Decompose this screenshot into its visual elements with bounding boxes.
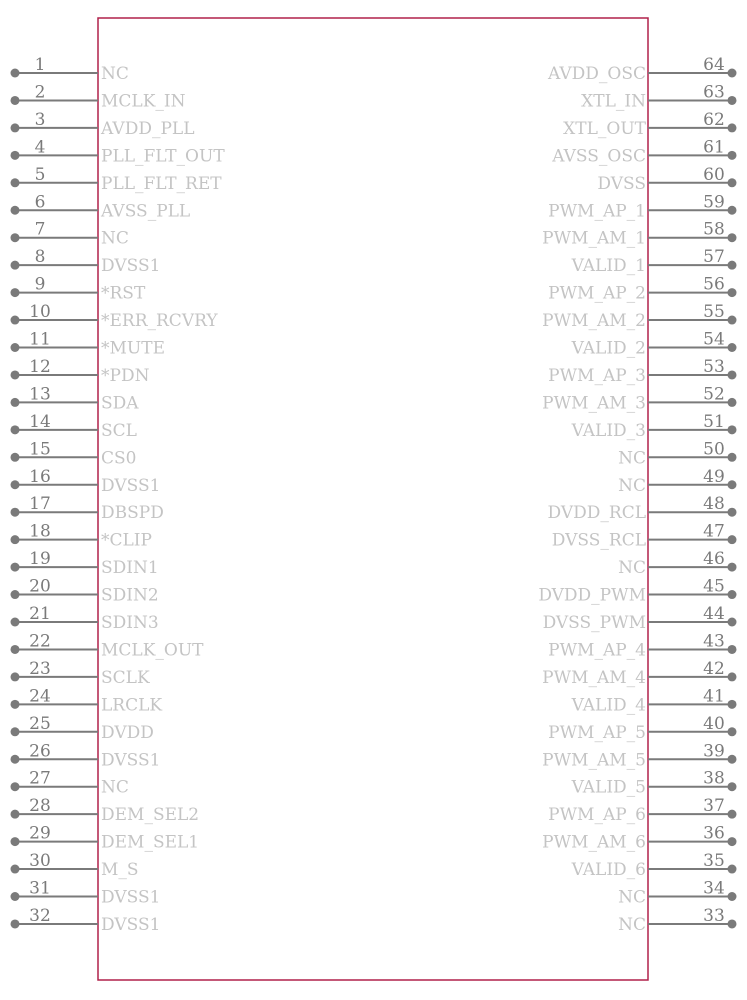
pin-name: DVSS1 xyxy=(101,914,161,935)
pin-endpoint-dot xyxy=(11,837,20,846)
pin-endpoint-dot xyxy=(11,178,20,187)
pin-name: DVSS1 xyxy=(101,750,161,771)
pin-name: DEM_SEL2 xyxy=(101,805,200,826)
pin-number: 19 xyxy=(29,549,51,570)
pin-name: SCL xyxy=(101,420,137,441)
pin-number: 34 xyxy=(703,878,725,899)
pin-endpoint-dot xyxy=(11,261,20,270)
pin-endpoint-dot xyxy=(11,151,20,160)
pin-number: 27 xyxy=(29,768,51,789)
pin-endpoint-dot xyxy=(728,672,737,681)
pin-endpoint-dot xyxy=(728,69,737,78)
pin-63 xyxy=(581,82,736,111)
pin-19 xyxy=(11,549,159,578)
pin-endpoint-dot xyxy=(11,343,20,352)
pin-number: 36 xyxy=(703,823,725,844)
pin-name: DVSS_RCL xyxy=(551,530,646,551)
pin-endpoint-dot xyxy=(728,398,737,407)
pin-number: 6 xyxy=(34,192,46,213)
pin-name: CS0 xyxy=(101,448,137,469)
pin-endpoint-dot xyxy=(11,69,20,78)
pin-endpoint-dot xyxy=(728,316,737,325)
pin-number: 9 xyxy=(34,274,46,295)
pin-number: 11 xyxy=(29,329,51,350)
pin-name: DBSPD xyxy=(101,503,164,524)
pin-endpoint-dot xyxy=(11,892,20,901)
pin-endpoint-dot xyxy=(728,480,737,489)
pin-name: MCLK_OUT xyxy=(101,640,204,661)
pin-number: 40 xyxy=(703,713,725,734)
pin-endpoint-dot xyxy=(728,343,737,352)
pin-name: DVSS1 xyxy=(101,887,161,908)
pin-number: 24 xyxy=(29,686,51,707)
pin-number: 43 xyxy=(703,631,725,652)
pin-endpoint-dot xyxy=(728,508,737,517)
pin-32 xyxy=(11,906,161,935)
pin-name: XTL_OUT xyxy=(563,118,646,139)
pin-name: PLL_FLT_OUT xyxy=(101,146,225,167)
pin-name: SDIN3 xyxy=(101,613,159,633)
pin-58 xyxy=(542,220,736,249)
pin-name: LRCLK xyxy=(101,695,163,716)
pin-endpoint-dot xyxy=(11,727,20,736)
pin-number: 46 xyxy=(703,549,725,570)
pin-name: XTL_IN xyxy=(581,91,646,112)
pin-17 xyxy=(11,494,164,523)
pin-endpoint-dot xyxy=(11,96,20,105)
pin-endpoint-dot xyxy=(11,535,20,544)
pin-52 xyxy=(542,384,736,413)
pin-name: *ERR_RCVRY xyxy=(101,311,218,332)
pin-3 xyxy=(11,110,195,139)
pin-name: MCLK_IN xyxy=(101,91,186,112)
pin-name: DVSS_PWM xyxy=(542,613,646,633)
pin-number: 55 xyxy=(703,302,725,323)
pin-number: 5 xyxy=(34,164,46,185)
pin-number: 1 xyxy=(34,55,46,75)
pin-number: 54 xyxy=(703,329,725,350)
pin-number: 44 xyxy=(703,604,725,624)
pin-45 xyxy=(538,577,736,606)
pin-name: DVDD xyxy=(101,722,154,743)
pin-34 xyxy=(618,879,736,908)
pin-name: NC xyxy=(101,228,129,249)
pin-endpoint-dot xyxy=(728,151,737,160)
pin-name: DEM_SEL1 xyxy=(101,832,200,853)
pin-endpoint-dot xyxy=(728,865,737,874)
pin-33 xyxy=(618,906,736,935)
pin-endpoint-dot xyxy=(11,618,20,627)
pin-number: 49 xyxy=(703,466,725,487)
pin-46 xyxy=(618,549,736,578)
pin-name: *CLIP xyxy=(101,530,152,551)
pin-number: 53 xyxy=(703,356,725,377)
pin-name: NC xyxy=(618,887,646,908)
pin-endpoint-dot xyxy=(11,919,20,928)
pin-endpoint-dot xyxy=(11,755,20,764)
pin-number: 62 xyxy=(703,109,725,130)
pin-number: 37 xyxy=(703,796,725,817)
pin-47 xyxy=(552,522,737,551)
pin-6 xyxy=(11,192,191,221)
pin-endpoint-dot xyxy=(728,233,737,242)
pin-endpoint-dot xyxy=(728,700,737,709)
pin-41 xyxy=(571,686,737,715)
pin-number: 57 xyxy=(703,247,725,268)
pin-51 xyxy=(571,412,737,441)
pin-61 xyxy=(551,137,736,166)
pin-name: VALID_6 xyxy=(571,860,646,881)
pin-number: 16 xyxy=(29,466,51,487)
pin-name: PWM_AM_2 xyxy=(542,311,646,332)
pin-name: DVSS xyxy=(597,173,646,194)
pin-endpoint-dot xyxy=(11,810,20,819)
pin-endpoint-dot xyxy=(11,398,20,407)
pin-name: DVSS1 xyxy=(101,256,161,277)
pin-number: 63 xyxy=(703,82,725,103)
pin-name: *MUTE xyxy=(101,338,165,359)
pin-endpoint-dot xyxy=(728,535,737,544)
pin-name: NC xyxy=(618,475,646,496)
pin-endpoint-dot xyxy=(728,288,737,297)
pin-endpoint-dot xyxy=(728,755,737,764)
pin-26 xyxy=(11,741,161,770)
pin-name: M_S xyxy=(101,860,139,881)
pin-39 xyxy=(542,741,736,770)
pin-name: *RST xyxy=(101,283,146,304)
pin-number: 47 xyxy=(703,521,725,542)
pin-endpoint-dot xyxy=(728,618,737,627)
pin-number: 17 xyxy=(29,494,51,515)
pin-endpoint-dot xyxy=(11,233,20,242)
pin-name: PLL_FLT_RET xyxy=(101,173,222,194)
pin-number: 30 xyxy=(29,851,51,872)
pin-name: PWM_AM_4 xyxy=(542,667,646,688)
pin-name: VALID_1 xyxy=(571,256,646,277)
pin-endpoint-dot xyxy=(728,782,737,791)
pin-name: SDIN1 xyxy=(101,558,159,579)
pin-endpoint-dot xyxy=(728,919,737,928)
pin-number: 52 xyxy=(703,384,725,405)
pin-endpoint-dot xyxy=(11,782,20,791)
pin-number: 22 xyxy=(29,631,51,652)
pin-endpoint-dot xyxy=(11,563,20,572)
pin-37 xyxy=(548,796,736,825)
pin-name: AVDD_PLL xyxy=(101,118,195,139)
pin-number: 56 xyxy=(703,274,725,295)
pin-name: PWM_AM_1 xyxy=(542,228,646,249)
pin-number: 50 xyxy=(703,439,725,460)
pin-endpoint-dot xyxy=(11,370,20,379)
pin-name: NC xyxy=(101,777,129,798)
pin-number: 42 xyxy=(703,658,725,679)
pin-18 xyxy=(11,522,152,551)
pin-12 xyxy=(11,357,150,386)
pin-name: DVDD_RCL xyxy=(547,503,646,524)
pin-endpoint-dot xyxy=(11,480,20,489)
pin-22 xyxy=(11,631,205,660)
pin-number: 18 xyxy=(29,521,51,542)
pin-56 xyxy=(548,275,736,304)
pin-number: 28 xyxy=(29,796,51,817)
pin-name: *PDN xyxy=(101,365,150,386)
pin-name: PWM_AP_1 xyxy=(548,201,646,222)
pin-number: 2 xyxy=(34,82,46,103)
pin-number: 20 xyxy=(29,576,51,597)
pin-53 xyxy=(548,357,736,386)
pin-10 xyxy=(11,302,219,331)
pin-14 xyxy=(11,412,137,441)
pin-number: 51 xyxy=(703,411,725,432)
pin-endpoint-dot xyxy=(728,261,737,270)
pin-name: AVSS_OSC xyxy=(552,146,646,167)
pin-4 xyxy=(11,137,226,166)
pin-endpoint-dot xyxy=(11,453,20,462)
pin-35 xyxy=(571,851,737,880)
pin-number: 15 xyxy=(29,439,51,460)
pin-name: PWM_AP_4 xyxy=(548,640,646,661)
pin-11 xyxy=(11,330,165,359)
pin-54 xyxy=(571,330,737,359)
pin-name: VALID_3 xyxy=(571,420,646,441)
pin-43 xyxy=(548,631,736,660)
pin-name: SCLK xyxy=(101,667,150,688)
pin-number: 60 xyxy=(703,164,725,185)
right-pin-group xyxy=(538,55,736,935)
pin-endpoint-dot xyxy=(11,425,20,434)
pin-60 xyxy=(597,165,736,194)
pin-endpoint-dot xyxy=(11,508,20,517)
pin-30 xyxy=(11,851,139,880)
pin-number: 59 xyxy=(703,192,725,213)
pin-number: 13 xyxy=(29,384,51,405)
pin-name: AVSS_PLL xyxy=(101,201,191,222)
pin-number: 25 xyxy=(29,713,51,734)
pin-62 xyxy=(563,110,736,139)
pin-number: 23 xyxy=(29,658,51,679)
pin-endpoint-dot xyxy=(728,645,737,654)
pin-endpoint-dot xyxy=(11,590,20,599)
pin-endpoint-dot xyxy=(11,123,20,132)
pin-50 xyxy=(618,439,736,468)
pin-8 xyxy=(11,247,161,276)
pin-name: PWM_AP_2 xyxy=(548,283,646,304)
pin-name: DVSS1 xyxy=(101,475,161,496)
pin-number: 32 xyxy=(29,905,51,926)
pin-64 xyxy=(547,55,737,84)
pin-1 xyxy=(11,55,129,84)
pin-endpoint-dot xyxy=(11,865,20,874)
pin-endpoint-dot xyxy=(728,370,737,379)
pin-number: 3 xyxy=(34,109,46,130)
pin-number: 12 xyxy=(29,356,51,377)
pin-number: 48 xyxy=(703,494,725,515)
pin-25 xyxy=(11,714,154,743)
pin-name: VALID_4 xyxy=(571,695,646,716)
pin-endpoint-dot xyxy=(728,837,737,846)
pin-21 xyxy=(11,604,159,633)
pin-number: 21 xyxy=(29,604,51,624)
pin-20 xyxy=(11,577,159,606)
pin-16 xyxy=(11,467,161,496)
pin-57 xyxy=(571,247,737,276)
pin-number: 10 xyxy=(29,302,51,323)
pin-endpoint-dot xyxy=(11,645,20,654)
pin-number: 41 xyxy=(703,686,725,707)
pin-48 xyxy=(548,494,737,523)
pin-44 xyxy=(543,604,737,633)
pin-endpoint-dot xyxy=(728,425,737,434)
pin-23 xyxy=(11,659,150,688)
pin-endpoint-dot xyxy=(728,590,737,599)
pin-number: 29 xyxy=(29,823,51,844)
pin-number: 39 xyxy=(703,741,725,762)
pin-name: NC xyxy=(618,914,646,935)
pin-9 xyxy=(11,275,146,304)
pin-endpoint-dot xyxy=(728,892,737,901)
pin-number: 38 xyxy=(703,768,725,789)
pin-name: DVDD_PWM xyxy=(538,585,646,606)
pin-number: 26 xyxy=(29,741,51,762)
pin-38 xyxy=(571,769,737,798)
pin-endpoint-dot xyxy=(728,178,737,187)
pin-endpoint-dot xyxy=(11,288,20,297)
pin-name: VALID_5 xyxy=(571,777,646,798)
pin-28 xyxy=(11,796,200,825)
pin-13 xyxy=(11,384,140,413)
pin-15 xyxy=(11,439,137,468)
pin-5 xyxy=(11,165,223,194)
pin-endpoint-dot xyxy=(728,727,737,736)
pin-24 xyxy=(11,686,163,715)
pin-name: PWM_AP_3 xyxy=(548,365,646,386)
pin-55 xyxy=(542,302,736,331)
left-pin-group xyxy=(11,55,226,935)
pin-number: 64 xyxy=(703,55,725,75)
pin-name: PWM_AP_5 xyxy=(548,722,646,743)
pin-number: 7 xyxy=(34,219,46,240)
pin-number: 45 xyxy=(703,576,725,597)
pin-endpoint-dot xyxy=(11,672,20,681)
pin-name: PWM_AM_5 xyxy=(542,750,646,771)
pin-number: 31 xyxy=(29,878,51,899)
pin-name: AVDD_OSC xyxy=(547,64,646,84)
pin-name: SDA xyxy=(101,393,139,414)
pin-endpoint-dot xyxy=(728,206,737,215)
pin-name: NC xyxy=(618,448,646,469)
pin-endpoint-dot xyxy=(11,206,20,215)
pin-27 xyxy=(11,769,129,798)
pin-29 xyxy=(11,824,200,853)
pin-endpoint-dot xyxy=(728,810,737,819)
pin-number: 35 xyxy=(703,851,725,872)
pin-40 xyxy=(548,714,736,743)
pin-49 xyxy=(618,467,736,496)
pin-59 xyxy=(548,192,736,221)
pin-7 xyxy=(11,220,129,249)
pin-31 xyxy=(11,879,161,908)
pin-name: VALID_2 xyxy=(571,338,646,359)
pin-endpoint-dot xyxy=(728,96,737,105)
pin-endpoint-dot xyxy=(728,123,737,132)
pin-number: 14 xyxy=(29,411,51,432)
pin-name: PWM_AM_3 xyxy=(542,393,646,414)
pin-36 xyxy=(542,824,736,853)
pin-endpoint-dot xyxy=(11,316,20,325)
pin-endpoint-dot xyxy=(11,700,20,709)
pin-name: NC xyxy=(618,558,646,579)
pin-name: NC xyxy=(101,64,129,84)
pin-name: PWM_AP_6 xyxy=(548,805,646,826)
pin-endpoint-dot xyxy=(728,453,737,462)
pin-name: PWM_AM_6 xyxy=(542,832,646,853)
pin-number: 61 xyxy=(703,137,725,158)
pin-name: SDIN2 xyxy=(101,585,159,606)
pin-number: 4 xyxy=(34,137,46,158)
pin-number: 8 xyxy=(34,247,46,268)
pin-number: 58 xyxy=(703,219,725,240)
pin-endpoint-dot xyxy=(728,563,737,572)
pin-number: 33 xyxy=(703,905,725,926)
pin-42 xyxy=(542,659,736,688)
